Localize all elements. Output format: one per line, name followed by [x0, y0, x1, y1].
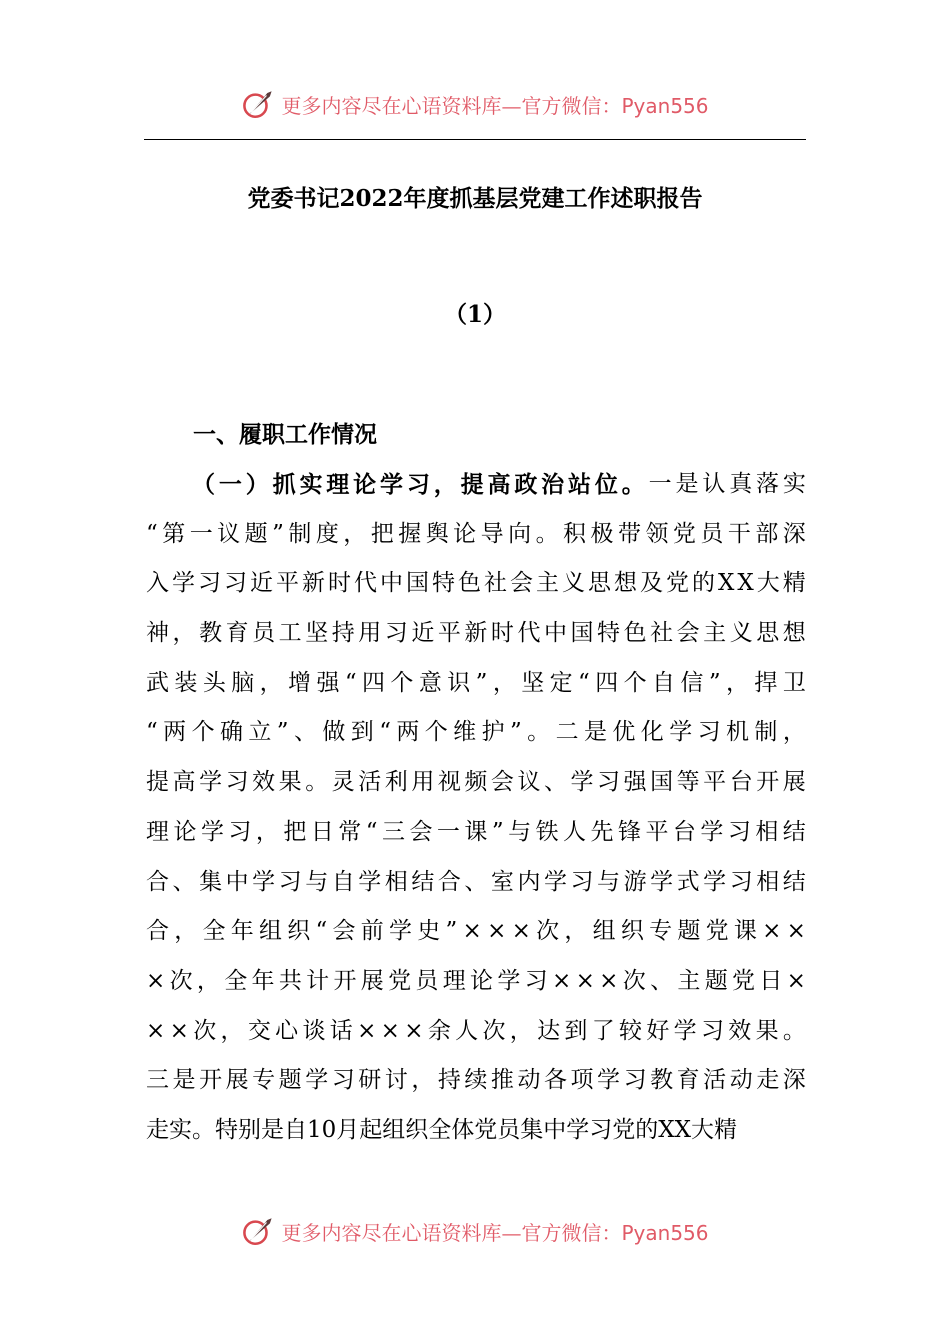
- paragraph-line: × 次 ， 全 年 共 计 开 展 党 员 理 论 学 习 × × × 次 、 主 题 党 日 ×: [146, 967, 806, 994]
- watermark-text: 更多内容尽在心语资料库—官方微信：Pyan556: [281, 1220, 709, 1245]
- footer-watermark-banner: [0, 1211, 950, 1251]
- paragraph-line: （ 一 ） 抓 实 理 论 学 习 ， 提 高 政 治 站 位 。 一 是 认 真 落 实: [192, 471, 806, 498]
- header-watermark-banner: [0, 84, 950, 124]
- document-title: 党委书记2022年度抓基层党建工作述职报告: [247, 185, 703, 212]
- quill-logo-icon: [241, 87, 275, 121]
- paragraph-line: 合 、 集 中 学 习 与 自 学 相 结 合 、 室 内 学 习 与 游 学 式 学 习 相 结: [146, 868, 806, 895]
- body-paragraph: [146, 460, 806, 1156]
- paragraph-line: 三 是 开 展 专 题 学 习 研 讨 ， 持 续 推 动 各 项 学 习 教 育 活 动 走 深: [146, 1067, 806, 1094]
- part-number: （1）: [443, 301, 506, 328]
- paragraph-line: [146, 1106, 806, 1156]
- paragraph-line: 入 学 习 习 近 平 新 时 代 中 国 特 色 社 会 主 义 思 想 及 党 的 X X 大 精: [146, 570, 806, 597]
- paragraph-line-text: 走实。特别是自10月起组织全体党员集中学习党的XX大精: [146, 1116, 738, 1143]
- header-rule: [144, 139, 806, 140]
- section-heading: 一、履职工作情况: [193, 421, 377, 448]
- paragraph-line: “ 两 个 确 立 ” 、 做 到 “ 两 个 维 护 ” 。 二 是 优 化 学 习 机 制 ，: [146, 719, 806, 746]
- watermark-text: 更多内容尽在心语资料库—官方微信：Pyan556: [281, 93, 709, 118]
- paragraph-line: “ 第 一 议 题 ” 制 度 ， 把 握 舆 论 导 向 。 积 极 带 领 党 员 干 部 深: [146, 520, 806, 547]
- paragraph-line: 提 高 学 习 效 果 。 灵 活 利 用 视 频 会 议 、 学 习 强 国 等 平 台 开 展: [146, 769, 806, 796]
- paragraph-line: 武 装 头 脑 ， 增 强 “ 四 个 意 识 ” ， 坚 定 “ 四 个 自 信 ” ， 捍 卫: [146, 669, 806, 696]
- paragraph-line: 理 论 学 习 ， 把 日 常 “ 三 会 一 课 ” 与 铁 人 先 锋 平 台 学 习 相 结: [146, 818, 806, 845]
- paragraph-line: 神 ， 教 育 员 工 坚 持 用 习 近 平 新 时 代 中 国 特 色 社 会 主 义 思 想: [146, 620, 806, 647]
- quill-logo-icon: [241, 1214, 275, 1248]
- paragraph-line: 合 ， 全 年 组 织 “ 会 前 学 史 ” × × × 次 ， 组 织 专 题 党 课 × ×: [146, 918, 806, 945]
- paragraph-line: × × 次 ， 交 心 谈 话 × × × 余 人 次 ， 达 到 了 较 好 学 习 效 果 。: [146, 1017, 806, 1044]
